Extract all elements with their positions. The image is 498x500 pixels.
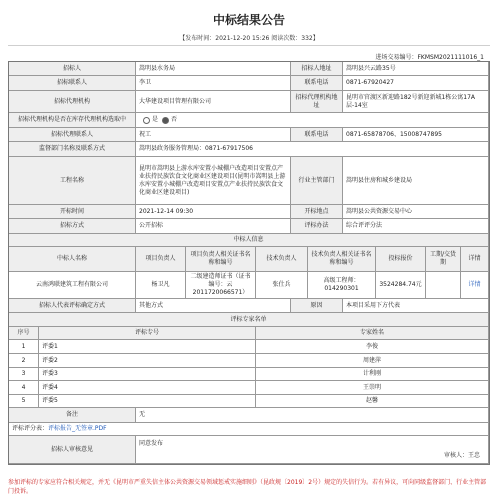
trade-code: 进场交易编号：FKMSM2021111016_1 [375,54,484,61]
committee-row-name: 王崇明 [256,381,489,395]
committee-header-code: 评标专号 [39,327,256,340]
winner-header-tech: 技术负责人 [256,247,308,272]
report-label: 评标评分表： [12,425,49,432]
review-signer: 王忠 [467,452,480,459]
rep-method-value: 其他方式 [136,299,291,313]
winner-price: 3524284.74元 [376,272,426,299]
committee-row-code: 评委3 [39,368,256,381]
review-label: 招标人审核意见 [9,436,136,464]
committee-row-code: 评委1 [39,340,256,354]
committee-row-code: 评委4 [39,381,256,395]
tenderer-address-label: 招标人地址 [291,62,343,76]
agency-value: 大华建设项目管理有限公司 [136,91,291,113]
remark-label: 备注 [9,408,136,423]
review-signer-block [444,452,480,460]
committee-section-title: 评标专家名单 [9,313,489,327]
review-value: 同意发布 [139,440,164,447]
remark-value: 无 [136,408,489,423]
winner-header-name: 中标人名称 [9,247,136,272]
radio-no-label: 否 [171,116,178,123]
winner-header-period: 工期/交货期 [426,247,461,272]
open-place-value: 嵩明县公共资源交易中心 [343,205,489,219]
winner-section-title: 中标人信息 [9,234,489,247]
winner-name: 云南鸿联建筑工程有限公司 [9,272,136,299]
winner-detail-link[interactable]: 详情 [461,272,489,299]
open-time-label: 开标时间 [9,205,136,219]
winner-header-tech-cert: 技术负责人相关证书名称和编号 [308,247,376,272]
page-title: 中标结果公告 [212,13,285,27]
winner-header-detail: 详情 [461,247,489,272]
open-place-label: 开标地点 [291,205,343,219]
agency-contact-value: 祝工 [136,128,291,142]
committee-row-no: 1 [9,340,39,354]
agency-phone-value: 0871-65878706、15008747895 [343,128,489,142]
committee-row-name: 计利刚 [256,368,489,381]
report-row [9,423,489,436]
committee-row-code: 评委2 [39,354,256,368]
agency-selection-label: 招标代理机构是否在库存代理机构选取中 [9,113,136,128]
winner-tech-cert: 高级工程师：014290301 [308,272,376,299]
agency-label: 招标代理机构 [9,91,136,113]
committee-row-name: 李俊 [256,340,489,354]
committee-row-no: 3 [9,368,39,381]
supervisor-label: 监督部门名称及联系方式 [9,142,136,157]
rep-reason-label: 原因 [291,299,343,313]
report-link[interactable]: 评标报告_无签章.PDF [48,425,107,432]
winner-manager-cert: 二级建造师证书（证书编号：云2011720066571） [186,272,256,299]
committee-row-no: 4 [9,381,39,395]
radio-no[interactable] [162,117,169,124]
project-value: 昆明市嵩明县上游水库安置小城棚户改造项目安置点产业扶持民族饮食文化商业区建设项目(昆明市嵩明县上游水库安置小城棚户改造项目安置点产业扶持民族饮食文化商业区建设项目) [136,157,291,205]
winner-header-price: 投标报价 [376,247,426,272]
winner-tech: 张仕兵 [256,272,308,299]
radio-yes-label: 是 [152,116,159,123]
tender-method-label: 招标方式 [9,219,136,234]
industry-label: 行业主管部门 [291,157,343,205]
rep-reason-value: 本项目采用下方代表 [343,299,489,313]
tender-method-value: 公开招标 [136,219,291,234]
divider [8,45,490,46]
tenderer-phone-value: 0871-67920427 [343,76,489,91]
agency-address-label: 招标代理机构地址 [291,91,343,113]
project-label: 工程名称 [9,157,136,205]
tenderer-contact-value: 李卫 [136,76,291,91]
review-signer-label: 审核人： [443,452,468,459]
evaluation-method-label: 评标办法 [291,219,343,234]
open-time-value: 2021-12-14 09:30 [136,205,291,219]
winner-header-manager-cert: 项目负责人相关证书名称和编号 [186,247,256,272]
supervisor-value: 嵩明县政务服务管理局：0871-67917506 [136,142,489,157]
committee-row-name: 赵馨 [256,395,489,408]
committee-header-no: 序号 [9,327,39,340]
agency-selection-options [136,113,489,128]
rep-method-label: 招标人代表评标确定方式 [9,299,136,313]
winner-period [426,272,461,299]
winner-manager: 杨卫凡 [136,272,186,299]
agency-phone-label: 联系电话 [291,128,343,142]
review-value-cell [136,436,489,464]
result-table [8,61,490,465]
agency-contact-label: 招标代理联系人 [9,128,136,142]
radio-yes[interactable] [143,117,150,124]
agency-address-value: 昆明市官渡区新迎路182号新迎新城1栋公寓17A层-14室 [343,91,489,113]
tenderer-label: 招标人 [9,62,136,76]
committee-header-name: 专家姓名 [256,327,489,340]
winner-header-manager: 项目负责人 [136,247,186,272]
evaluation-method-value: 综合评评分法 [343,219,489,234]
tenderer-phone-label: 联系电话 [291,76,343,91]
committee-row-no: 5 [9,395,39,408]
notice-text: 参加评标的专家应符合相关规定，并无《昆明市严重失信主体公共资源交易领域惩戒实施细则》（昆政规〔2019〕2号）规定的失信行为。若有异议，可向同级监督部门、行业主管部门投诉。 [8,479,487,495]
tenderer-value: 嵩明县水务局 [136,62,291,76]
tenderer-address-value: 嵩明县兴云路35号 [343,62,489,76]
industry-value: 嵩明县住房和城乡建设局 [343,157,489,205]
tenderer-contact-label: 招标联系人 [9,76,136,91]
publish-meta: 【发布时间：2021-12-20 15:26 阅读次数：332】 [179,35,319,42]
committee-row-no: 2 [9,354,39,368]
committee-row-code: 评委5 [39,395,256,408]
committee-row-name: 周建萍 [256,354,489,368]
